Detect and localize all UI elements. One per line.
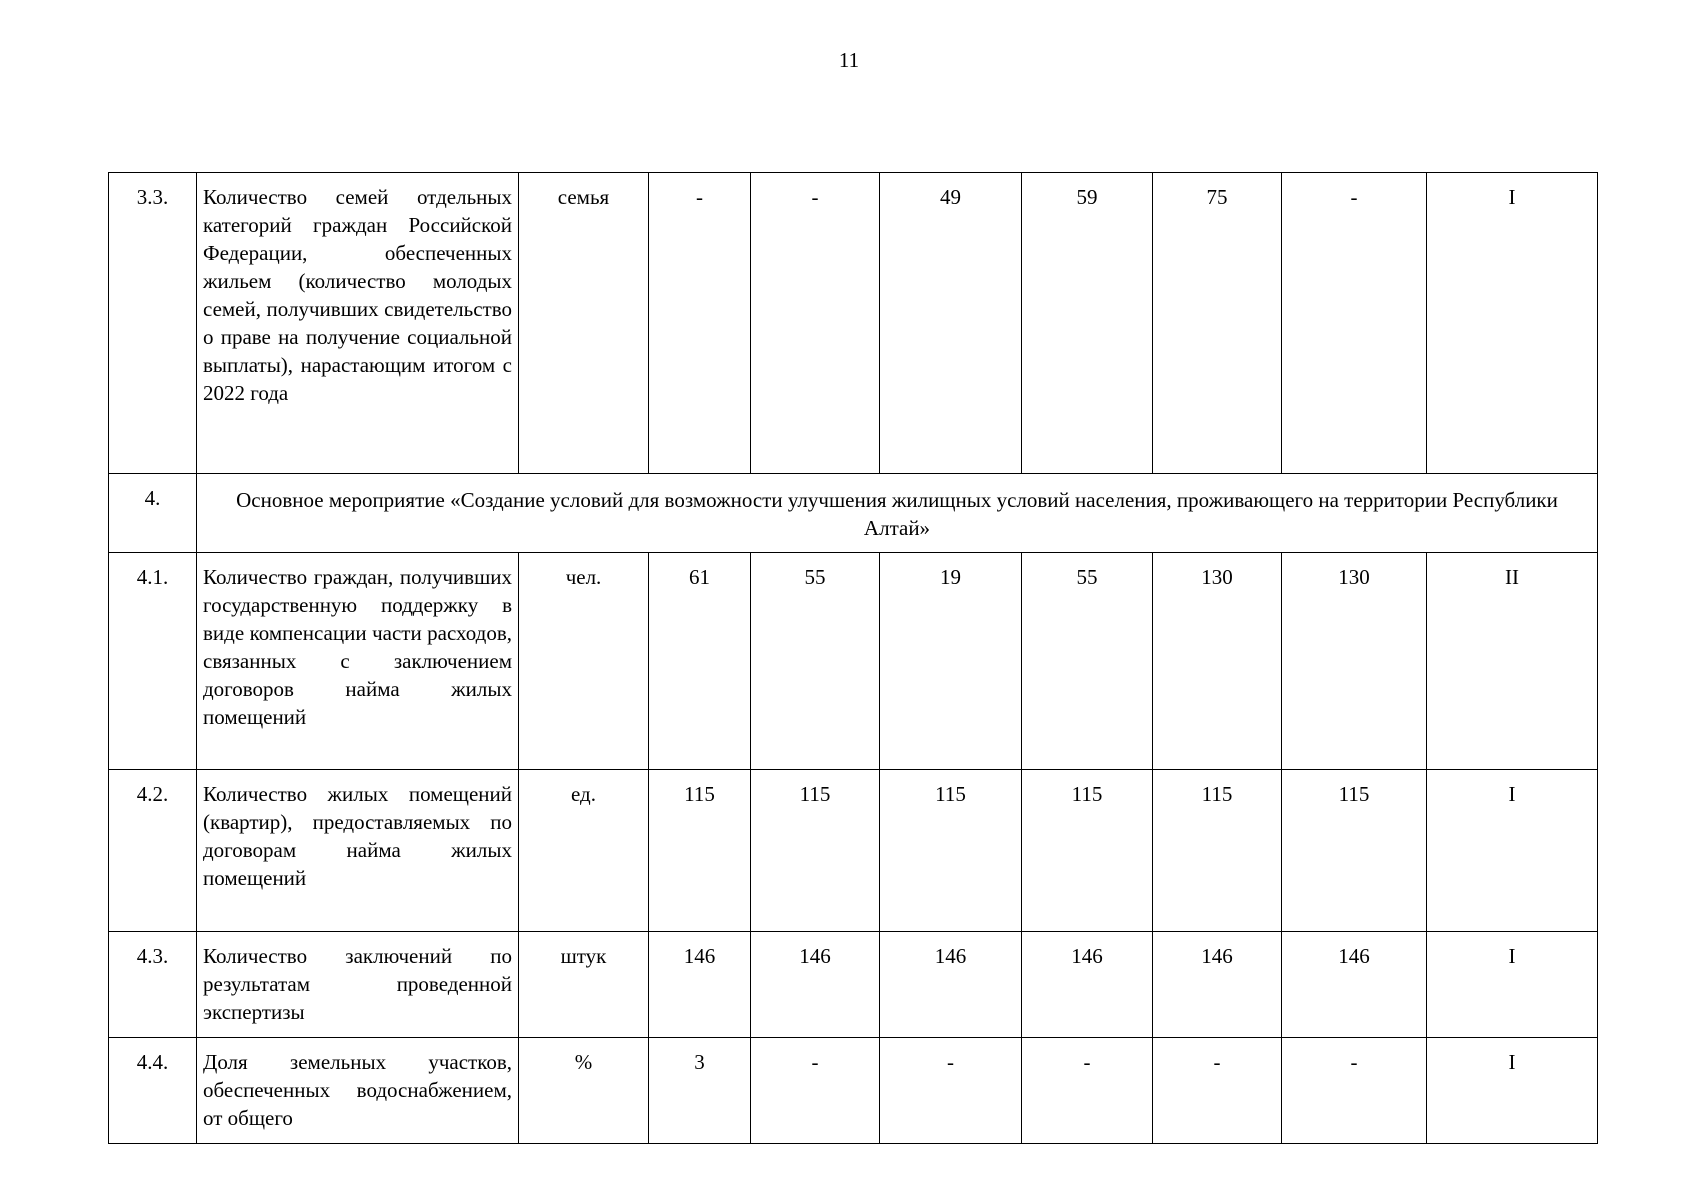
- row-number: 3.3.: [109, 173, 197, 474]
- row-number: 4.1.: [109, 553, 197, 770]
- value-cell: 146: [880, 932, 1022, 1038]
- indicator-description: Доля земельных участков, обеспеченных водоснабжением, от общего: [197, 1038, 519, 1144]
- row-number: 4.2.: [109, 770, 197, 932]
- indicator-description: Количество семей отдельных категорий граждан Российской Федерации, обеспеченных жильем (количество молодых семей, получивших свидетельство о праве на получение социальной выплаты), нарастающим итогом с 2022 года: [197, 173, 519, 474]
- value-cell: 146: [751, 932, 880, 1038]
- unit-cell: ед.: [519, 770, 649, 932]
- table-row: [109, 770, 1598, 932]
- section-row: [109, 474, 1598, 553]
- value-cell: 61: [649, 553, 751, 770]
- unit-cell: семья: [519, 173, 649, 474]
- table-row: [109, 553, 1598, 770]
- value-cell: 146: [1153, 932, 1282, 1038]
- unit-cell: %: [519, 1038, 649, 1144]
- value-cell: 49: [880, 173, 1022, 474]
- value-cell: 146: [1022, 932, 1153, 1038]
- value-cell: 115: [1282, 770, 1427, 932]
- value-cell: 130: [1153, 553, 1282, 770]
- value-cell: -: [649, 173, 751, 474]
- value-cell: 55: [1022, 553, 1153, 770]
- value-cell: 130: [1282, 553, 1427, 770]
- category-cell: I: [1427, 932, 1598, 1038]
- page-number: 11: [838, 48, 860, 72]
- value-cell: 59: [1022, 173, 1153, 474]
- indicators-table: [108, 172, 1598, 1144]
- value-cell: 75: [1153, 173, 1282, 474]
- value-cell: -: [1282, 173, 1427, 474]
- value-cell: -: [1282, 1038, 1427, 1144]
- value-cell: -: [1022, 1038, 1153, 1144]
- value-cell: 115: [1022, 770, 1153, 932]
- category-cell: II: [1427, 553, 1598, 770]
- table-row: [109, 173, 1598, 474]
- value-cell: 115: [880, 770, 1022, 932]
- indicator-description: Количество заключений по результатам проведенной экспертизы: [197, 932, 519, 1038]
- indicator-description: Количество жилых помещений (квартир), предоставляемых по договорам найма жилых помещений: [197, 770, 519, 932]
- value-cell: 55: [751, 553, 880, 770]
- value-cell: 115: [751, 770, 880, 932]
- value-cell: 19: [880, 553, 1022, 770]
- category-cell: I: [1427, 173, 1598, 474]
- category-cell: I: [1427, 770, 1598, 932]
- unit-cell: штук: [519, 932, 649, 1038]
- indicator-description: Количество граждан, получивших государственную поддержку в виде компенсации части расходов, связанных с заключением договоров найма жилых помещений: [197, 553, 519, 770]
- value-cell: -: [751, 1038, 880, 1144]
- value-cell: 115: [1153, 770, 1282, 932]
- unit-cell: чел.: [519, 553, 649, 770]
- table-row: [109, 1038, 1598, 1144]
- category-cell: I: [1427, 1038, 1598, 1144]
- value-cell: 146: [649, 932, 751, 1038]
- value-cell: 146: [1282, 932, 1427, 1038]
- section-title: Основное мероприятие «Создание условий для возможности улучшения жилищных условий населения, проживающего на территории Республики Алтай»: [197, 474, 1598, 553]
- table-row: [109, 932, 1598, 1038]
- value-cell: -: [751, 173, 880, 474]
- value-cell: 115: [649, 770, 751, 932]
- value-cell: 3: [649, 1038, 751, 1144]
- row-number: 4.4.: [109, 1038, 197, 1144]
- row-number: 4.3.: [109, 932, 197, 1038]
- value-cell: -: [880, 1038, 1022, 1144]
- value-cell: -: [1153, 1038, 1282, 1144]
- row-number: 4.: [109, 474, 197, 553]
